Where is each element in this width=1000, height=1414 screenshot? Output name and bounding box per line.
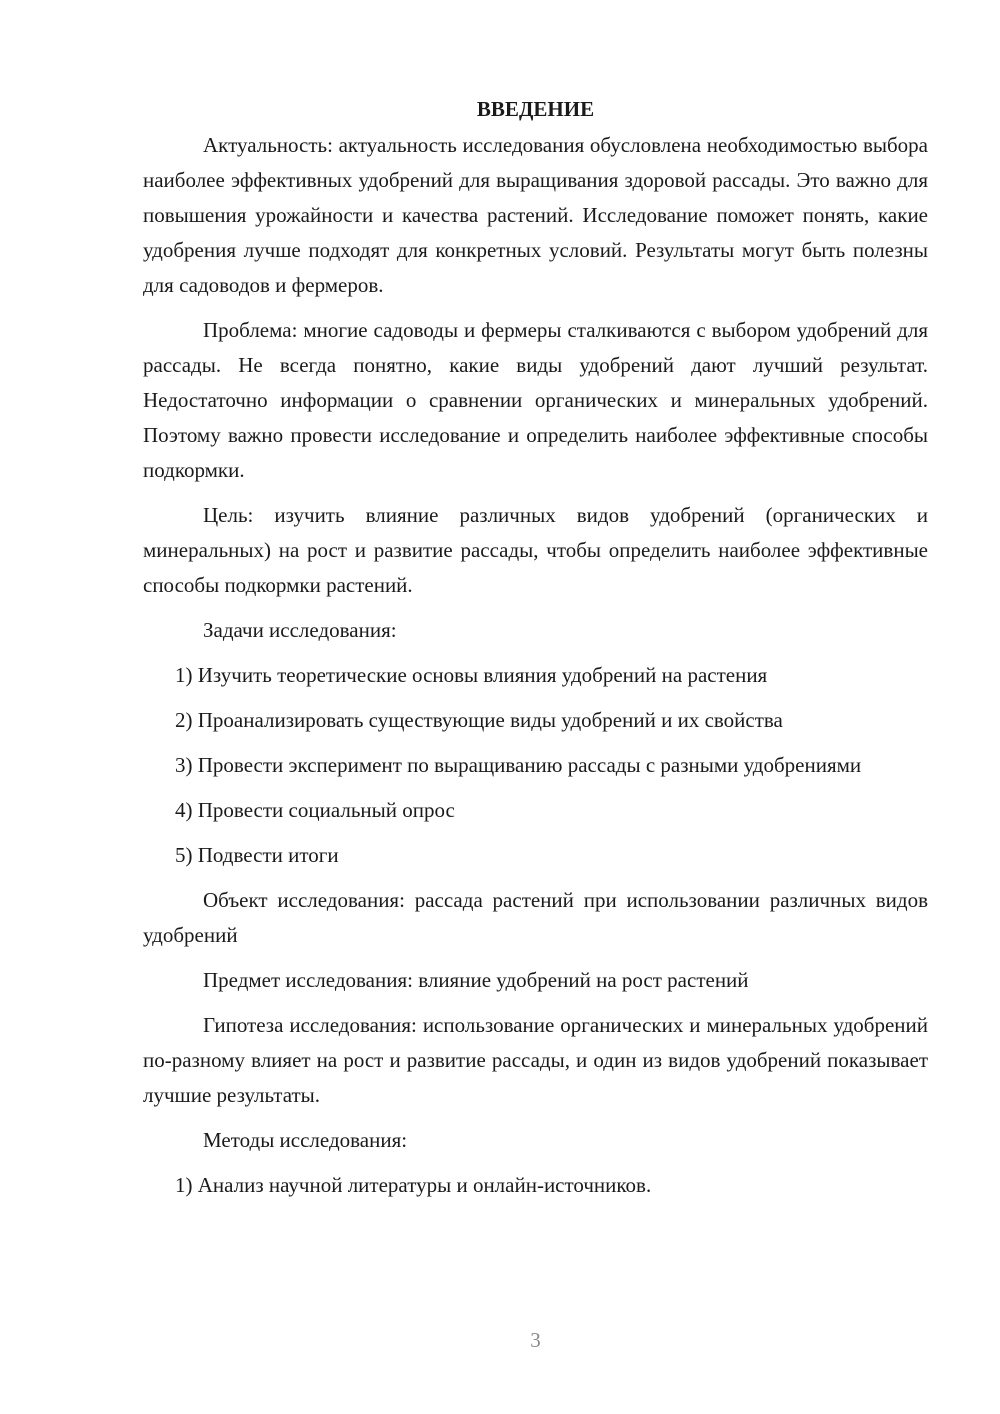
- task-item: 4) Провести социальный опрос: [175, 798, 455, 822]
- tasks-title: Задачи исследования:: [203, 618, 397, 642]
- task-item: 2) Проанализировать существующие виды удобрений и их свойства: [175, 708, 783, 732]
- problem-paragraph: Проблема: многие садоводы и фермеры сталкиваются с выбором удобрений для рассады. Не всегда понятно, какие виды удобрений дают лучший результат. Недостаточно информации о сравнении органических и минеральных удобрений. Поэтому важно провести исследование и определить наиболее эффективные способы подкормки.: [143, 318, 928, 482]
- relevance-paragraph: Актуальность: актуальность исследования обусловлена необходимостью выбора наиболее эффективных удобрений для выращивания здоровой рассады. Это важно для повышения урожайности и качества растений. Исследование поможет понять, какие удобрения лучше подходят для конкретных условий. Результаты могут быть полезны для садоводов и фермеров.: [143, 133, 928, 297]
- task-item: 1) Изучить теоретические основы влияния удобрений на растения: [175, 663, 768, 687]
- hypothesis-paragraph: Гипотеза исследования: использование органических и минеральных удобрений по-разному влияет на рост и развитие рассады, и один из видов удобрений показывает лучшие результаты.: [143, 1013, 928, 1107]
- task-item: 5) Подвести итоги: [175, 843, 339, 867]
- page-number: 3: [530, 1328, 541, 1352]
- goal-paragraph: Цель: изучить влияние различных видов удобрений (органических и минеральных) на рост и развитие рассады, чтобы определить наиболее эффективные способы подкормки растений.: [143, 503, 928, 597]
- task-item: 3) Провести эксперимент по выращиванию рассады с разными удобрениями: [175, 753, 862, 777]
- document-page: [143, 92, 928, 1213]
- method-item: 1) Анализ научной литературы и онлайн-источников.: [175, 1173, 652, 1197]
- subject-paragraph: Предмет исследования: влияние удобрений на рост растений: [203, 968, 749, 992]
- object-paragraph: Объект исследования: рассада растений при использовании различных видов удобрений: [143, 888, 928, 947]
- methods-title: Методы исследования:: [203, 1128, 408, 1152]
- section-heading: ВВЕДЕНИЕ: [476, 97, 595, 121]
